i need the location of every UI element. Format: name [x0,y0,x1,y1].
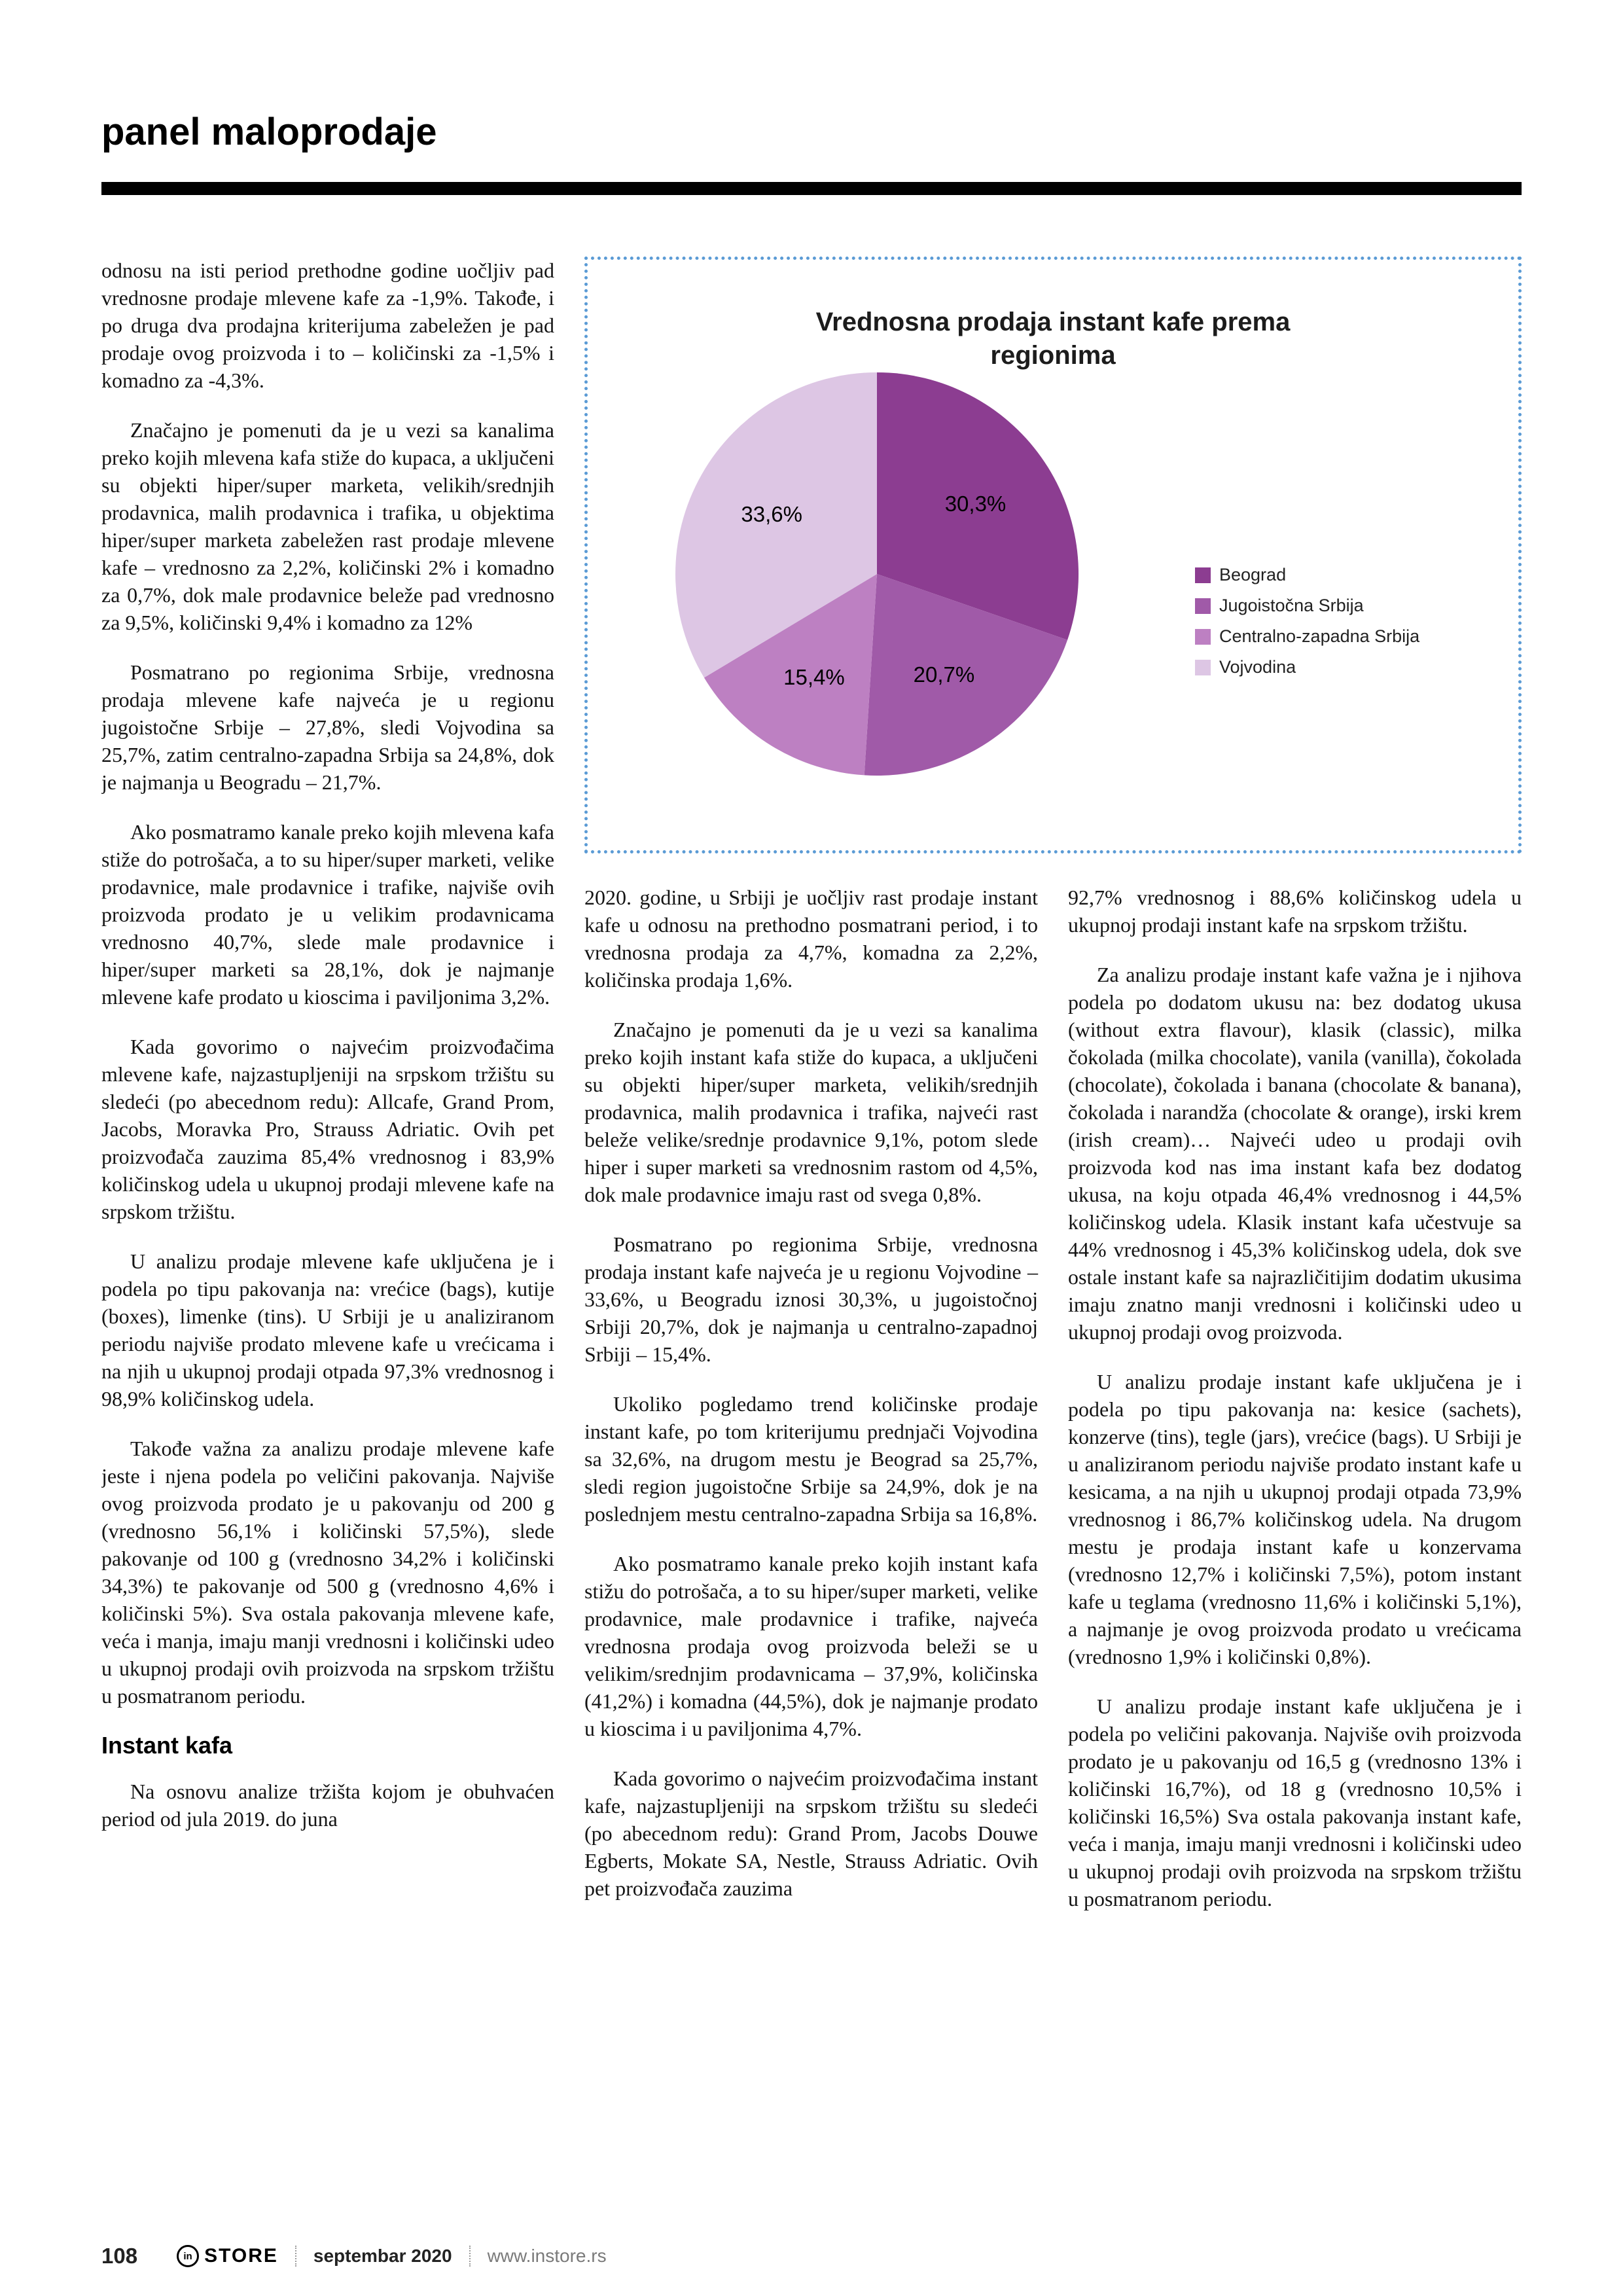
paragraph: Takođe važna za analizu prodaje mlevene kafe jeste i njena podela po veličini pakovanja. Najviše ovog proizvoda prodato je u pakovanju od 200 g (vrednosno 56,1% i količinski 57,5%), slede pakovanje od 100 g (vrednosno 34,2% i količinski 34,3%) te pakovanje od 500 g (vrednosno 4,6% i količinski 5%). Sva ostala pakovanja mlevene kafe, veća i manja, imaju manji vrednosni i količinski udeo u ukupnoj prodaji ovih proizvoda na srpskom tržištu u posmatranom periodu. [101,1437,554,1708]
pie-label: 30,3% [944,491,1007,516]
column-1 [101,257,554,2229]
paragraph: Ako posmatramo kanale preko kojih mlevena kafa stiže do potrošača, a to su hiper/super marketi, velike prodavnice, male prodavnice i trafike, najviše ovih proizvoda prodato je u velikim prodavnicama vrednosno 40,7%, slede male prodavnice i hiper/super marketi sa 28,1%, dok je najmanje mlevene kafe prodato u kioscima i paviljonima 3,2%. [101,820,554,1009]
paragraph: U analizu prodaje instant kafe uključena je i podela po veličini pakovanja. Najviše ovih proizvoda prodato je u pakovanju od 16,5 g (vrednosno 13% i količinski 16,7%), od 18 g (vrednosno 10,5% i količinski 16,5%) Sva ostala pakovanja instant kafe, veća i manja, imaju manji vrednosni i količinski udeo u ukupnoj prodaji ovih proizvoda na srpskom tržištu u posmatranom periodu. [1068,1695,1522,1910]
footer-page-number: 108 [101,2244,138,2268]
paragraph: 92,7% vrednosnog i 88,6% količinskog udela u ukupnoj prodaji instant kafe na srpskom tržištu. [1068,886,1522,937]
paragraph: Značajno je pomenuti da je u vezi sa kanalima preko kojih mlevena kafa stiže do kupaca, a uključeni su objekti hiper/super marketa, velikih/srednjih prodavnica, malih prodavnica i trafika, u objektima hiper/super marketa zabeležen rast prodaje mlevene kafe – vrednosno za 2,2%, količinski 2% i komadno za 0,7%, dok male prodavnice beleže pad vrednosno za 9,5%, količinski 9,4% i komadno za 12% [101,418,554,634]
legend-item [1195,657,1419,677]
paragraph: Za analizu prodaje instant kafe važna je i njihova podela po dodatom ukusu na: bez dodatog ukusa (without extra flavour), klasik (classic), milka čokolada (milka chocolate), vanila (vanilla), čokolada (chocolate), čokolada i banana (chocolate & banana), čokolada i narandža (chocolate & orange), irski krem (irish cream)… Najveći udeo u prodaji ovih proizvoda kod nas ima instant kafa bez dodatog ukusa, na koju otpada 46,4% vrednosnog i 44,5% količinskog udela. Klasik instant kafa učestvuje sa 44% vrednosnog i 45,3% količinskog udela, dok sve ostale instant kafe sa najrazličitijim dodatim ukusima imaju znatno manji vrednosni i količinski udeo u ukupnoj prodaji ovog proizvoda. [1068,963,1522,1344]
pie-label: 20,7% [913,662,975,687]
legend-swatch-icon [1195,598,1211,614]
paragraph: U analizu prodaje mlevene kafe uključena je i podela po tipu pakovanja na: vrećice (bags), kutije (boxes), limenke (tins). U Srbiji je u analiziranom periodu najviše prodato mlevene kafe u vrećicama i na njih u ukupnoj prodaji otpada 97,3% vrednosnog i 98,9% količinskog udela. [101,1249,554,1410]
footer-website: www.instore.rs [487,2246,607,2266]
legend-label: Centralno-zapadna Srbija [1219,626,1420,646]
paragraph: Posmatrano po regionima Srbije, vrednosna prodaja mlevene kafe najveća je u regionu jugoistočne Srbije – 27,8%, sledi Vojvodina sa 25,7%, zatim centralno-zapadna Srbija sa 24,8%, dok je najmanja u Beogradu – 21,7%. [101,660,554,794]
legend-item [1195,565,1419,585]
legend-label: Jugoistočna Srbija [1219,596,1364,615]
page-content [101,257,1522,2229]
legend-label: Beograd [1219,565,1287,584]
column-3 [1068,884,1522,2227]
legend-item [1195,626,1419,647]
paragraph: Značajno je pomenuti da je u vezi sa kanalima preko kojih instant kafa stiže do kupaca, a uključeni su objekti hiper/super marketa, velikih/srednjih prodavnica, malih prodavnica i trafika, najveći rast beleže velike/srednje prodavnice 9,1%, potom slede hiper i super marketi sa vrednosnim rastom od 4,5%, dok male prodavnice imaju rast od svega 0,8%. [584,1018,1038,1206]
legend-swatch-icon [1195,660,1211,675]
paragraph: Kada govorimo o najvećim proizvođačima instant kafe, najzastupljeniji na srpskom tržištu su sledeći (po abecednom redu): Grand Prom, Jacobs Douwe Egberts, Mokate SA, Nestle, Strauss Adriatic. Ovih pet proizvođača zauzima [584,1767,1038,1900]
paragraph: odnosu na isti period prethodne godine uočljiv pad vrednosne prodaje mlevene kafe za -1,9%. Takođe, i po druga dva prodajna kriterijuma zabeležen je pad prodaje ovog proizvoda i to – količinski za -1,5% i komadno za -4,3%. [101,259,554,392]
pie-label: 33,6% [741,501,802,526]
column-2 [584,884,1038,2227]
paragraph: Ukoliko pogledamo trend količinske prodaje instant kafe, po tom kriterijumu prednjači Vojvodina sa 32,6%, na drugom mestu je Beograd sa 25,7%, sledi region jugoistočne Srbije sa 24,9%, dok je na poslednjem mestu centralno-zapadna Srbija sa 16,8%. [584,1392,1038,1526]
subheading-instant-kafa: Instant kafa [101,1732,233,1759]
footer-divider [295,2246,296,2267]
footer-divider [469,2246,471,2267]
paragraph: Na osnovu analize tržišta kojom je obuhvaćen period od jula 2019. do juna [101,1780,554,1831]
footer-issue: septembar 2020 [313,2246,452,2266]
paragraph: U analizu prodaje instant kafe uključena je i podela po tipu pakovanja na: kesice (sachets), konzerve (tins), tegle (jars), vrećice (bags). U Srbiji je u analiziranom periodu najviše prodato instant kafe u kesicama, a na njih u ukupnoj prodaji otpada 73,9% vrednosnog i 86,7% količinskog udela. Na drugom mestu je prodaja instant kafe u konzervama (vrednosno 12,7% i količinski 7,5%), potom instant kafe u teglama (vrednosno 11,6% i količinski 5,1%), a najmanje je ovog proizvoda prodato u vrećicama (vrednosno 1,9% i količinski 0,8%). [1068,1370,1522,1668]
paragraph: 2020. godine, u Srbiji je uočljiv rast prodaje instant kafe u odnosu na prethodno posmatrani period, i to vrednosna prodaja za 4,7%, komadna za 2,2%, količinska prodaja 1,6%. [584,886,1038,992]
header-rule [101,182,1522,195]
instore-logo [177,2245,278,2267]
pie-chart [661,358,1093,790]
paragraph: Kada govorimo o najvećim proizvođačima mlevene kafe, najzastupljeniji na srpskom tržištu su sledeći (po abecednom redu): Allcafe, Grand Prom, Jacobs, Moravka Pro, Strauss Adriatic. Ovih pet proizvođača zauzima 85,4% vrednosnog i 83,9% količinskog udela u ukupnoj prodaji mlevene kafe na srpskom tržištu. [101,1035,554,1223]
instore-logo-text: STORE [204,2245,278,2267]
legend-label: Vojvodina [1219,657,1296,677]
chart-container [584,257,1522,853]
legend-swatch-icon [1195,629,1211,645]
right-region [584,257,1522,2229]
pie-label: 15,4% [783,664,845,689]
legend-swatch-icon [1195,567,1211,583]
paragraph: Ako posmatramo kanale preko kojih instant kafa stižu do potrošača, a to su hiper/super marketi, velike prodavnice, male prodavnice i trafike, najveća vrednosna prodaja ovog proizvoda beleži se u velikim/srednjim prodavnicama – 37,9%, količinska (41,2%) i komadna (44,5%), dok je najmanje prodato u kioscima i u paviljonima 4,7%. [584,1552,1038,1740]
chart-title: Vrednosna prodaja instant kafe prema regionima [815,308,1291,370]
paragraph: Posmatrano po regionima Srbije, vrednosna prodaja instant kafe najveća je u regionu Vojvodine – 33,6%, u Beogradu iznosi 30,3%, u jugoistočnoj Srbiji 20,7%, dok je najmanja u centralno-zapadnoj Srbiji – 15,4%. [584,1232,1038,1366]
legend-item [1195,596,1419,616]
lower-columns [584,884,1522,2227]
page-footer [101,2244,1522,2269]
instore-logo-prefix: in [183,2250,192,2262]
section-title: panel maloprodaje [101,111,437,153]
chart-legend [1195,565,1419,688]
instore-logo-icon [177,2245,199,2267]
